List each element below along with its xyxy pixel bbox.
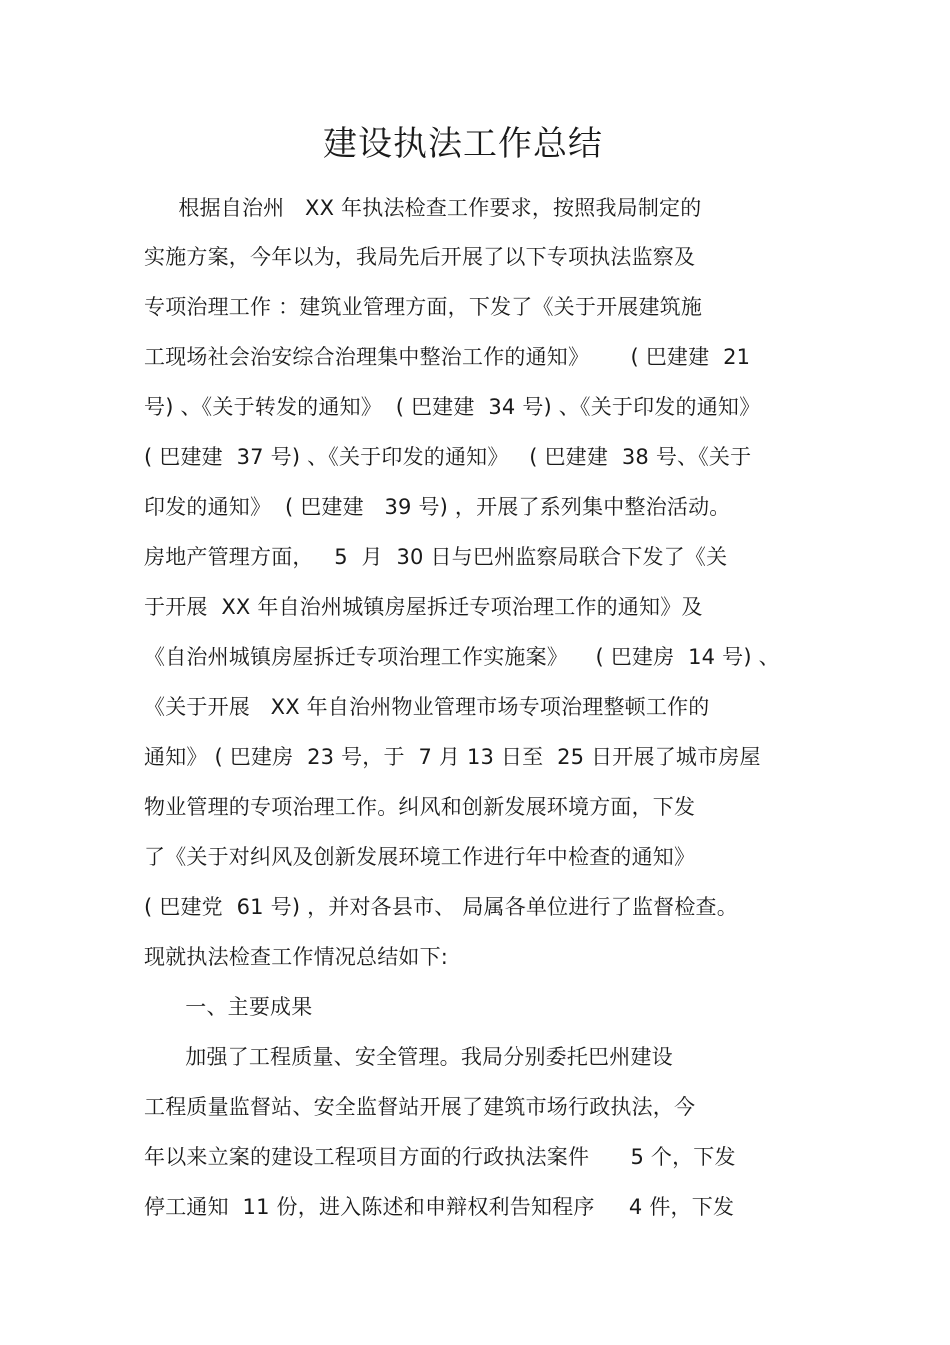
body-line: 现就执法检查工作情况总结如下: bbox=[144, 945, 449, 969]
body-line: 根据自治州 XX 年执法检查工作要求，按照我局制定的 bbox=[144, 196, 702, 220]
body-line: 通知》 ( 巴建房 23 号，于 7 月 13 日至 25 日开展了城市房屋 bbox=[144, 745, 761, 769]
body-line: 加强了工程质量、安全管理。我局分别委托巴州建设 bbox=[144, 1045, 673, 1069]
body-line: 房地产管理方面， 5 月 30 日与巴州监察局联合下发了《关 bbox=[144, 545, 728, 569]
body-line: 印发的通知》 ( 巴建建 39 号) ，开展了系列集中整治活动。 bbox=[144, 495, 731, 519]
body-line: 专项治理工作 ：建筑业管理方面，下发了《关于开展建筑施 bbox=[144, 295, 703, 319]
body-line: 实施方案，今年以为，我局先后开展了以下专项执法监察及 bbox=[144, 245, 696, 269]
body-line: 年以来立案的建设工程项目方面的行政执法案件 5 个，下发 bbox=[144, 1145, 736, 1169]
body-line: 停工通知 11 份，进入陈述和申辩权利告知程序 4 件，下发 bbox=[144, 1195, 735, 1219]
body-line: 号) 、《关于转发的通知》 ( 巴建建 34 号) 、《关于印发的通知》 bbox=[144, 395, 761, 419]
body-line: 《关于开展 XX 年自治州物业管理市场专项治理整顿工作的 bbox=[144, 695, 710, 719]
document-title: 建设执法工作总结 bbox=[323, 124, 603, 164]
body-line: 物业管理的专项治理工作。纠风和创新发展环境方面，下发 bbox=[144, 795, 696, 819]
body-line: ( 巴建党 61 号) ，并对各县市、 局属各单位进行了监督检查。 bbox=[144, 895, 738, 919]
body-line: ( 巴建建 37 号) 、《关于印发的通知》 ( 巴建建 38 号、《关于 bbox=[144, 445, 752, 469]
body-line: 于开展 XX 年自治州城镇房屋拆迁专项治理工作的通知》及 bbox=[144, 595, 703, 619]
body-line: 了《关于对纠风及创新发展环境工作进行年中检查的通知》 bbox=[144, 845, 696, 869]
body-line: 工程质量监督站、安全监督站开展了建筑市场行政执法，今 bbox=[144, 1095, 696, 1119]
section-heading: 一、主要成果 bbox=[144, 995, 313, 1019]
body-line: 工现场社会治安综合治理集中整治工作的通知》 ( 巴建建 21 bbox=[144, 345, 751, 369]
body-line: 《自治州城镇房屋拆迁专项治理工作实施案》 ( 巴建房 14 号) 、 bbox=[144, 645, 780, 669]
